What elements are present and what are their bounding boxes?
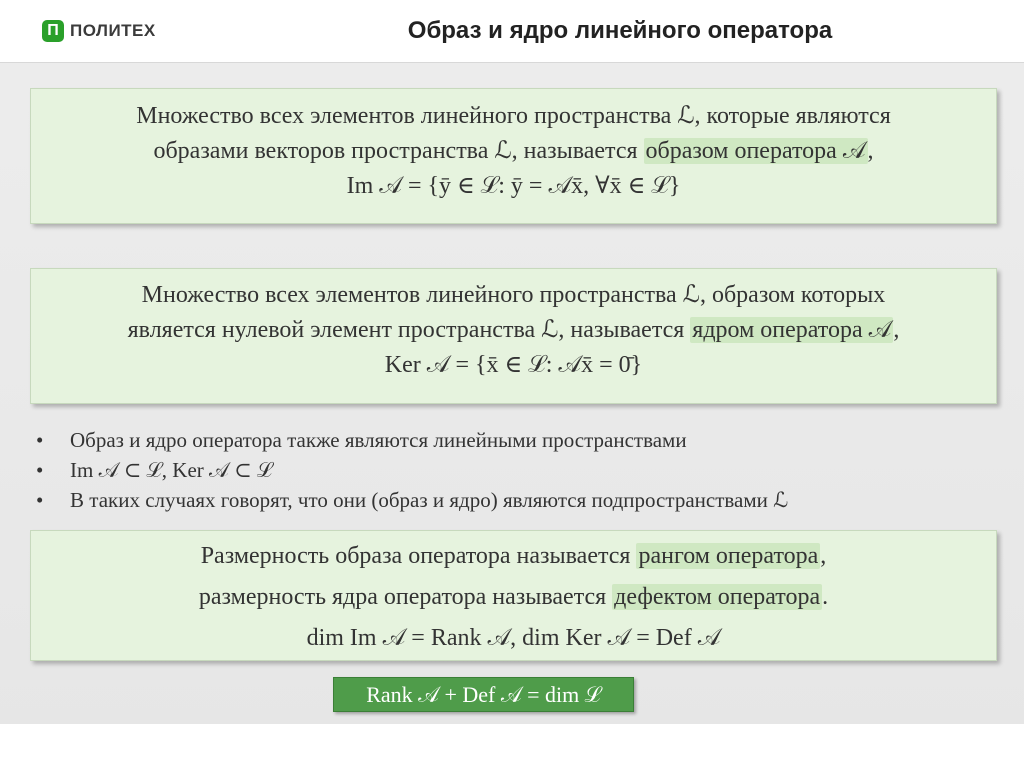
definition-image-line2-suffix: , [867, 138, 874, 164]
slide-title: Образ и ядро линейного оператора [407, 17, 833, 44]
defect-line-suffix: . [822, 584, 829, 610]
definition-kernel-line1: Множество всех элементов линейного пространства ℒ, образом которых [141, 282, 886, 308]
logo-text: ПОЛИТЕХ [70, 21, 156, 40]
bullet-text: Im 𝒜 ⊂ ℒ, Ker 𝒜 ⊂ ℒ [70, 458, 273, 482]
rank-definition-line [31, 536, 996, 577]
rank-nullity-formula-box: Rank 𝒜 + Def 𝒜 = dim ℒ [333, 677, 634, 712]
bullet-icon: • [36, 458, 44, 482]
defect-definition-line [31, 577, 996, 618]
bullet-text: Образ и ядро оператора также являются линейными пространствами [70, 428, 687, 452]
definition-image-line1: Множество всех элементов линейного пространства ℒ, которые являются [136, 103, 891, 129]
term-kernel-highlight: ядром оператора 𝒜 [692, 317, 892, 343]
list-item [34, 425, 994, 455]
logo-mark-icon: П [42, 20, 64, 42]
bullet-icon: • [36, 428, 44, 452]
bottom-strip [0, 724, 1024, 767]
image-formula: Im 𝒜 = {ȳ ∈ ℒ: ȳ = 𝒜x̄, ∀x̄ ∈ ℒ} [346, 173, 681, 199]
definition-kernel-line2-prefix: является нулевой элемент пространства ℒ, называется [127, 317, 691, 343]
definition-image-line2 [31, 134, 996, 169]
kernel-formula: Ker 𝒜 = {x̄ ∈ ℒ: 𝒜x̄ = 0̄} [384, 352, 643, 378]
rank-line-prefix: Размерность образа оператора называется [200, 543, 637, 569]
definition-kernel-line2 [31, 313, 996, 348]
bullet-list [34, 425, 994, 515]
list-item [34, 455, 994, 485]
bullet-icon: • [36, 488, 44, 512]
definition-kernel-box [30, 268, 997, 404]
rank-defect-formula: dim Im 𝒜 = Rank 𝒜, dim Ker 𝒜 = Def 𝒜 [306, 625, 721, 651]
term-defect-highlight: дефектом оператора [614, 584, 821, 610]
term-rank-highlight: рангом оператора [638, 543, 819, 569]
definition-image-line2-prefix: образами векторов пространства ℒ, называется [153, 138, 644, 164]
list-item [34, 485, 994, 515]
definition-image-box [30, 88, 997, 224]
bullet-text: В таких случаях говорят, что они (образ и ядро) являются подпространствами ℒ [70, 488, 789, 512]
definition-kernel-line2-suffix: , [893, 317, 900, 343]
rank-line-suffix: , [820, 543, 827, 569]
logo [42, 16, 156, 46]
term-image-highlight: образом оператора 𝒜 [645, 138, 866, 164]
defect-line-prefix: размерность ядра оператора называется [198, 584, 613, 610]
rank-defect-box [30, 530, 997, 661]
slide-header [0, 0, 1024, 63]
